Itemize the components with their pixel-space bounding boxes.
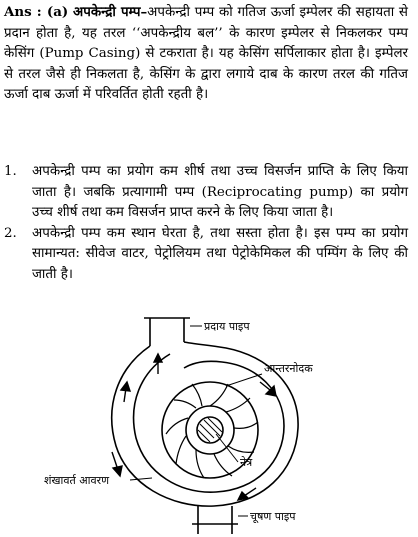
suction-pipe-shape [192,506,238,534]
list-item-text: अपकेन्द्री पम्प का प्रयोग कम शीर्ष तथा उच्च विसर्जन प्राप्ति के लिए किया जाता है। जबकि प्रत्यागामी पम्प (Reciprocating pump) का प्रयोग उच्च शीर्ष तथा कम विसर्जन प्राप्त करने के लिए किया जाता है। [32,164,408,221]
list-item-number: 1. [4,164,17,179]
pump-drawing [112,318,298,534]
casing-inner [134,354,284,492]
points-list [4,162,408,286]
answer-term: अपकेन्द्री पम्प– [73,4,148,20]
impeller-eye [197,417,223,443]
answer-paragraph [4,2,408,106]
delivery-pipe-shape [144,318,190,346]
list-item-text: अपकेन्द्री पम्प कम स्थान घेरता है, तथा सस्ता होता है। इस पम्प का प्रयोग सामान्यत: सीवेज वाटर, पेट्रोलियम तथा पेट्रोकेमिकल की पम्पिंग के लिए की जाती है। [32,225,408,282]
impeller-inner [186,406,234,454]
list-item [4,162,408,224]
label-delivery-pipe: प्रदाय पाइप [204,320,250,333]
label-casing: शंखावर्त आवरण [44,474,110,487]
answer-text: अपकेन्द्री पम्प को गतिज ऊर्जा इम्पेलर की सहायता से प्रदान होता है, यह तरल ‘‘अपकेन्द्रीय बल’’ के कारण इम्पेलर से निकलकर पम्प केसिंग (Pump Casing) से टकराता है। यह केसिंग सर्पिलाकार होता है। इम्पेलर से तरल जैसे ही निकलता है, केसिंग के द्वारा लगाये दाब के कारण तरल की गतिज ऊर्जा दाब ऊर्जा में परिवर्तित होती रहती है। [4,5,408,103]
label-impeller: आन्तरनोदक [264,362,313,375]
list-item-number: 2. [4,225,17,241]
answer-label: Ans : (a) [4,4,69,20]
label-eye: नेत्र [240,456,253,469]
leader-lines [130,326,262,516]
list-item [4,224,408,286]
label-suction-pipe: चूषण पाइप [250,510,296,523]
eye-hatching [198,418,222,442]
centrifugal-pump-diagram [0,302,418,537]
